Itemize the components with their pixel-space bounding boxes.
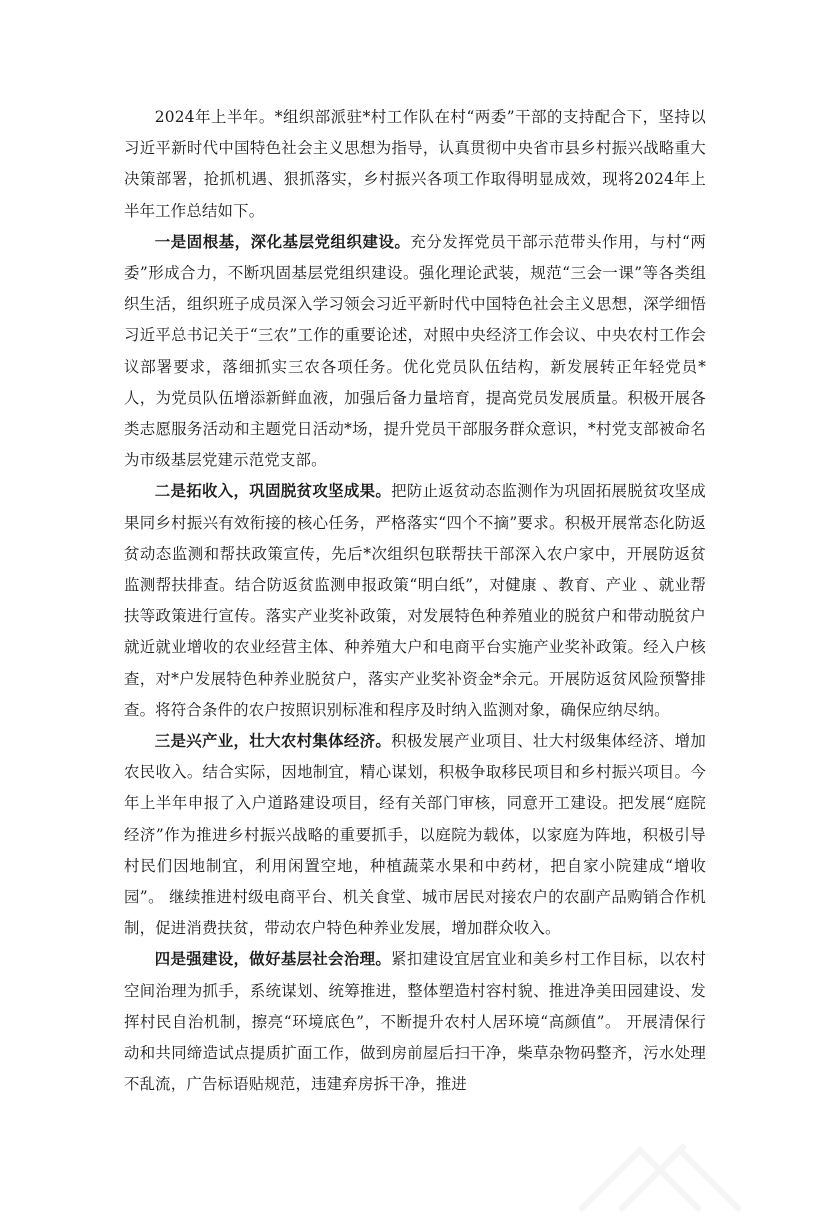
document-body bbox=[124, 102, 706, 1101]
paragraph-text: 把防止返贫动态监测作为巩固拓展脱贫攻坚成果同乡村振兴有效衔接的核心任务，严格落实“四个不摘”要求。积极开展常态化防返贫动态监测和帮扶政策宣传，先后*次组织包联帮扶干部深入农户家中，开展防返贫监测帮扶排查。结合防返贫监测申报政策“明白纸”，对健康 、教育、产业 、就业帮扶等政策进行宣传。落实产业奖补政策，对发展特色种养殖业的脱贫户和带动脱贫户就近就业增收的农业经营主体、种养殖大户和电商平台实施产业奖补政策。经入户核查，对*户发展特色种养业脱贫户，落实产业奖补资金*余元。开展防返贫风险预警排查。将符合条件的农户按照识别标准和程序及时纳入监测对象，确保应纳尽纳。 bbox=[124, 482, 706, 719]
watermark-logo bbox=[560, 1080, 750, 1220]
paragraph-text: 2024年上半年。*组织部派驻*村工作队在村“两委”干部的支持配合下，坚持以习近平新时代中国特色社会主义思想为指导，认真贯彻中央省市县乡村振兴战略重大决策部署，抢抓机遇、狠抓落实，乡村振兴各项工作取得明显成效，现将2024年上半年工作总结如下。 bbox=[124, 108, 706, 220]
paragraph-text: 紧扣建设宜居宜业和美乡村工作目标，以农村空间治理为抓手，系统谋划、统筹推进，整体塑造村容村貌、推进净美田园建设、发挥村民自治机制，擦亮“环境底色”，不断提升农村人居环境“高颜值”。 开展清保行动和共同缔造试点提质扩面工作，做到房前屋后扫干净，柴草杂物码整齐，污水处理不乱流，广告标语贴规范，违建弃房拆干净，推进 bbox=[124, 950, 706, 1094]
paragraph-governance bbox=[124, 944, 706, 1100]
paragraph-poverty bbox=[124, 476, 706, 726]
paragraph-heading: 四是强建设，做好基层社会治理。 bbox=[154, 950, 392, 969]
paragraph-heading: 一是固根基，深化基层党组织建设。 bbox=[154, 232, 411, 251]
paragraph-party-building bbox=[124, 227, 706, 477]
paragraph-intro bbox=[124, 102, 706, 227]
paragraph-industry bbox=[124, 726, 706, 944]
paragraph-heading: 二是拓收入，巩固脱贫攻坚成果。 bbox=[154, 482, 392, 501]
paragraph-text: 积极发展产业项目、壮大村级集体经济、增加农民收入。结合实际，因地制宜，精心谋划，积极争取移民项目和乡村振兴项目。今年上半年申报了入户道路建设项目，经有关部门审核，同意开工建设。把发展“庭院经济”作为推进乡村振兴战略的重要抓手，以庭院为载体，以家庭为阵地，积极引导村民们因地制宜，利用闲置空地，种植蔬菜水果和中药材，把自家小院建成“增收园”。 继续推进村级电商平台、机关食堂、城市居民对接农户的农副产品购销合作机制，促进消费扶贫，带动农户特色种养业发展，增加群众收入。 bbox=[124, 732, 706, 938]
paragraph-heading: 三是兴产业，壮大农村集体经济。 bbox=[154, 732, 392, 751]
paragraph-text: 充分发挥党员干部示范带头作用，与村“两委”形成合力，不断巩固基层党组织建设。强化理论武装，规范“三会一课”等各类组织生活，组织班子成员深入学习领会习近平新时代中国特色社会主义思想，深学细悟习近平总书记关于“三农”工作的重要论述，对照中央经济工作会议、中央农村工作会议部署要求，落细抓实三农各项任务。优化党员队伍结构，新发展转正年轻党员*人，为党员队伍增添新鲜血液，加强后备力量培育，提高党员发展质量。积极开展各类志愿服务活动和主题党日活动*场，提升党员干部服务群众意识，*村党支部被命名为市级基层党建示范党支部。 bbox=[124, 232, 706, 470]
